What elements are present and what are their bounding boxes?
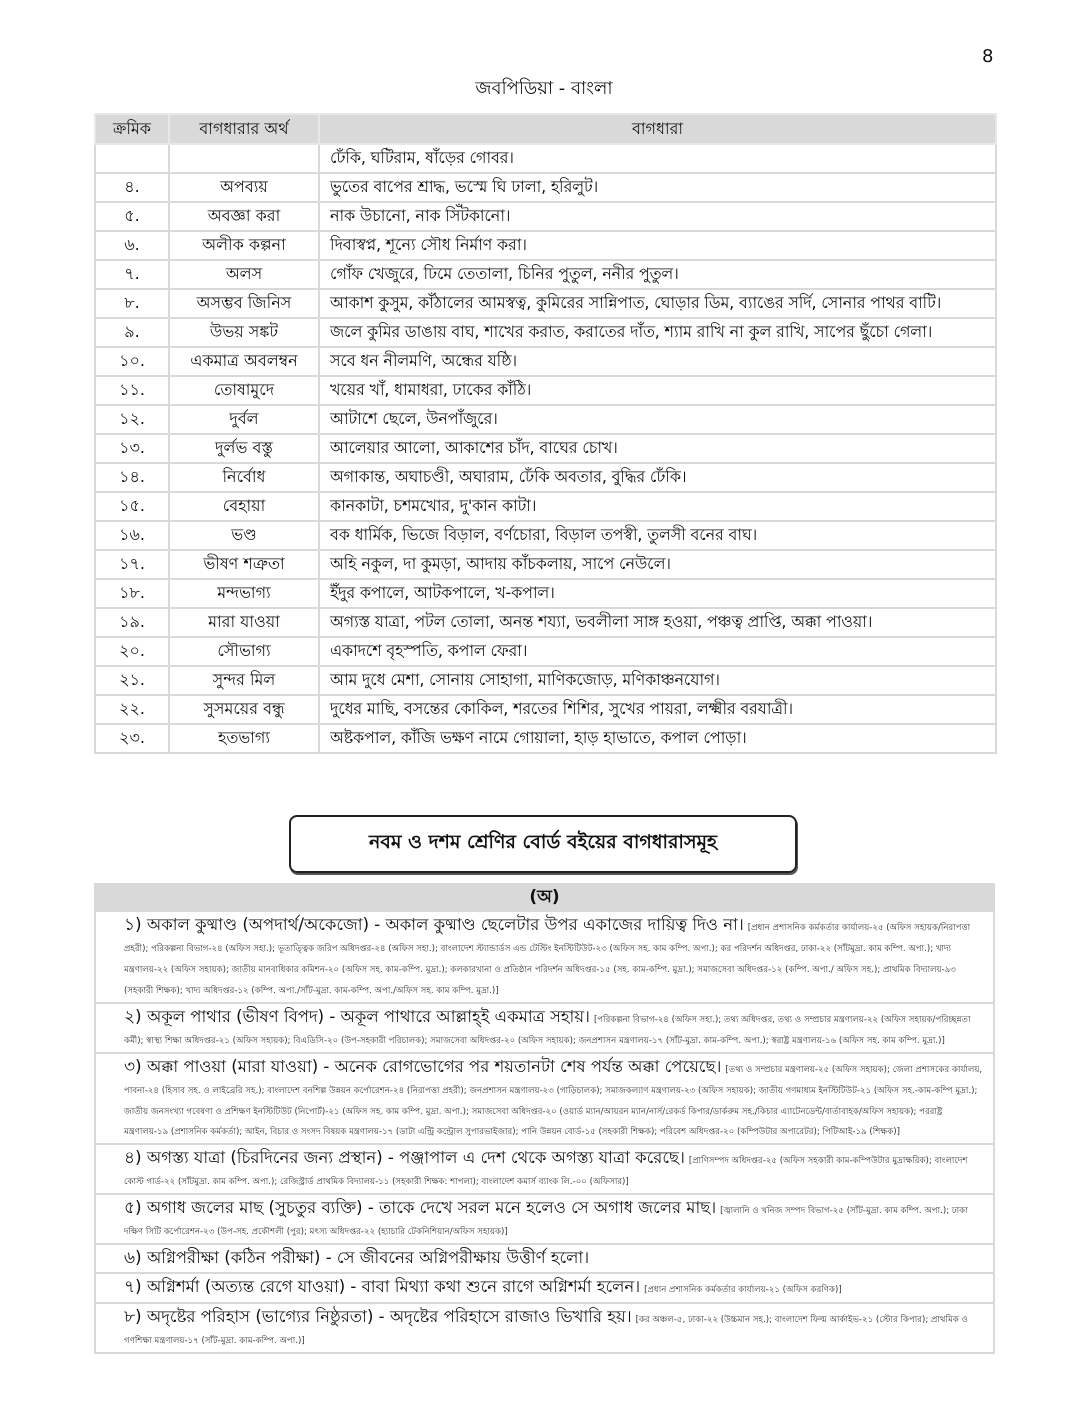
meaning-cell: ভীষণ শত্রুতা (169, 550, 319, 579)
table-row (95, 666, 996, 695)
meaning-cell: অলস (169, 260, 319, 289)
meaning-cell: ভণ্ড (169, 521, 319, 550)
idiom-cell: জলে কুমির ডাঙায় বাঘ, শাখের করাত, করাতের দাঁত, শ্যাম রাখি না কুল রাখি, সাপের ছুঁচো গেলা। (319, 318, 996, 347)
table-row (95, 231, 996, 260)
entry-text: অগস্ত্য যাত্রা (চিরদিনের জন্য প্রস্থান) - পঞ্জাপাল এ দেশ থেকে অগস্ত্য যাত্রা করেছে। (146, 1148, 685, 1167)
page-header: জবপিডিয়া - বাংলা (475, 78, 613, 99)
meaning-cell: বেহায়া (169, 492, 319, 521)
board-idioms-section (94, 883, 995, 1354)
entry-source: [কর অঞ্চল-৫, ঢাকা-২২ (উচ্চমান সহ.); বাংলাদেশ ফিল্ম আর্কাইভ-২১ (স্টোর কিপার); প্রাথমিক ও গণশিক্ষা মন্ত্রণালয়-১৭ (সাঁট-মুদ্রা. কাম-কম্পি. অপা.)] (124, 1314, 968, 1346)
entry-source: [প্রধান প্রশাসনিক কর্মকর্তার কার্যালয়-২১ (অফিস করণিক)] (644, 1285, 842, 1296)
idiom-cell: বক ধার্মিক, ভিজে বিড়াল, বর্ণচোরা, বিড়াল তপস্বী, তুলসী বনের বাঘ। (319, 521, 996, 550)
idiom-cell: আকাশ কুসুম, কাঁঠালের আমস্বত্ব, কুমিরের সান্নিপাত, ঘোড়ার ডিম, ব্যাঙের সর্দি, সোনার পাথর বাটি। (319, 289, 996, 318)
meaning-cell: তোষামুদে (169, 376, 319, 405)
section-title-box (289, 815, 797, 873)
entry-main (124, 1057, 721, 1076)
entry-main (124, 1148, 685, 1167)
serial-cell: ১৯. (95, 608, 169, 637)
serial-cell: ৬. (95, 231, 169, 260)
entry-source: [তথ্য ও সম্প্রচার মন্ত্রণালয়-২৫ (অফিস সহায়ক); জেলা প্রশাসকের কার্যালয়, পাবনা-২৪ (হিসাব সহ. ও লাইব্রেরি সহ.); বাংলাদেশ বনশিল্প উন্নয়ন কর্পোরেশন-২৪ (নিরাপত্তা প্রহরী); জনপ্রশাসন মন্ত্রণালয়-২৩ (গাড়িচালক); সমাজকল্যাণ মন্ত্রণালয়-২৩ (অফিস সহায়ক); জাতীয় গণমাধ্যম ইনস্টিটিউট-২১ (অফিস সহ.-কাম-কম্পি মুদ্রা.); জাতীয় জনসংখ্যা গবেষণা ও প্রশিক্ষণ ইনস্টিটিউট (নিপোর্ট)-২১ (অফিস সহ. কাম কম্পি. মুদ্রা. অপা.); সমাজসেবা অধিদপ্তর-২০ (ওয়ার্ড ম্যান/আয়রন ম্যান/নার্স/রেকর্ড কিপার/ডার্করুম সহ./কিচার এ্যাটেনডেন্ট/বার্তাবাহক/অফিস সহায়ক); পররাষ্ট্র মন্ত্রণালয়-১৯ (প্রশাসনিক কর্মকর্তা); আইন, বিচার ও সংসদ বিষয়ক মন্ত্রণালয়-১৭ (ডাটা এন্ট্রি কন্ট্রোল সুপারভাইজার); পানি উন্নয়ন বোর্ড-১৫ (সহকারী শিক্ষক); পরিবেশ অধিদপ্তর-২০ (কম্পিউটার অপারেটর); পিটিআই-১৯ (শিক্ষক)] (124, 1064, 983, 1138)
idiom-cell: ঢেঁকি, ঘটিরাম, ষাঁড়ের গোবর। (319, 144, 996, 173)
entry-main (124, 915, 744, 934)
idiom-cell: আটাশে ছেলে, উনপাঁজুরে। (319, 405, 996, 434)
meaning-cell: অলীক কল্পনা (169, 231, 319, 260)
serial-cell: ৭. (95, 260, 169, 289)
serial-cell (95, 144, 169, 173)
entry-text: অগ্নিশর্মা (অত্যন্ত রেগে যাওয়া) - বাবা মিথ্যা কথা শুনে রাগে অগ্নিশর্মা হলেন। (146, 1277, 641, 1297)
header-meaning: বাগধারার অর্থ (169, 114, 319, 144)
entry-text: অকূল পাথার (ভীষণ বিপদ) - অকূল পাথারে আল্লাহ্ই একমাত্র সহায়। (146, 1006, 590, 1026)
entry-number: ১) (124, 915, 142, 935)
table-header-row (95, 114, 996, 144)
entry-main (124, 1277, 640, 1296)
entry-number: ২) (124, 1006, 142, 1027)
entry-source: [জ্বালানি ও খনিজ সম্পদ বিভাগ-২৫ (সাঁট-মুদ্রা. কাম কম্পি. অপা.); ঢাকা দক্ষিণ সিটি কর্পোরেশন-২৩ (উপ-সহ. প্রকৌশলী (পুর); মৎস্য অধিদপ্তর-২২ (হ্যাচারি টেকনিশিয়ান/অফিস সহায়ক)] (124, 1206, 968, 1238)
entry-text: অদৃষ্টের পরিহাস (ভাগ্যের নিষ্ঠুরতা) - অদৃষ্টের পরিহাসে রাজাও ভিখারি হয়। (146, 1306, 632, 1326)
table-row (95, 405, 996, 434)
header-serial: ক্রমিক (95, 114, 169, 144)
serial-cell: ১০. (95, 347, 169, 376)
entry-source: [পরিকল্পনা বিভাগ-২৪ (অফিস সহা.); তথ্য অধিদপ্তর, তথ্য ও সম্প্রচার মন্ত্রণালয়-২২ (অফিস সহায়ক/পরিচ্ছন্নতা কর্মী); স্বাস্থ্য শিক্ষা অধিদপ্তর-২১ (অফিস সহায়ক); বিএডিসি-২০ (উপ-সহকারী পরিচালক); সমাজসেবা অধিদপ্তর-২০ (অফিস সহায়ক); জনপ্রশাসন মন্ত্রণালয়-১৭ (সাঁট-মুদ্রা. কাম-কম্পি. অপা.); স্বরাষ্ট্র মন্ত্রণালয়-১৬ (অফিস সহ. কাম কম্পি. মুদ্রা.)] (124, 1014, 971, 1046)
table-row (95, 318, 996, 347)
meaning-cell: হতভাগ্য (169, 724, 319, 753)
idiom-entry (94, 1304, 995, 1354)
entry-source: [প্রধান প্রশাসনিক কর্মকর্তার কার্যালয়-২৫ (অফিস সহায়ক/নিরাপত্তা প্রহরী); পরিকল্পনা বিভাগ-২৪ (অফিস সহা.); ভূতাত্ত্বিক জরিপ অধিদপ্তর-২৪ (অফিস সহা.); বাংলাদেশ স্ট্যান্ডার্ডস এন্ড টেস্টিং ইনস্টিটিউট-২৩ (অফিস সহ. কাম কম্পি. অপা.); কর পরিদর্শন অধিদপ্তর, ঢাকা-২২ (সাঁটমুদ্রা. কাম কম্পি. অপা.); খাদ্য মন্ত্রণালয়-২২ (অফিস সহায়ক); জাতীয় মানবাধিকার কমিশন-২০ (অফিস সহ. কাম-কম্পি. মুদ্রা.); কলকারখানা ও প্রতিষ্ঠান পরিদর্শন অধিদপ্তর-১৫ (সহ. কাম-কম্পি. মুদ্রা.); সমাজসেবা অধিদপ্তর-১২ (কম্পি. অপা./ অফিস সহ.); প্রাথমিক বিদ্যালয়-৯৩ (সহকারী শিক্ষক); খাদ্য অধিদপ্তর-১২ (কম্পি. অপা./সাঁট-মুদ্রা. কাম-কম্পি. অপা./অফিস সহ. কাম কম্পি. মুদ্রা.)] (124, 923, 971, 996)
idiom-cell: খয়ের খাঁ, ধামাধরা, ঢাকের কাঁঠি। (319, 376, 996, 405)
idiom-cell: গোঁফ খেজুরে, ঢিমে তেতালা, চিনির পুতুল, ননীর পুতুল। (319, 260, 996, 289)
meaning-cell: অপব্যয় (169, 173, 319, 202)
meaning-cell: একমাত্র অবলম্বন (169, 347, 319, 376)
idioms-table (94, 113, 997, 754)
entry-source: [প্রাণিসম্পদ অধিদপ্তর-২৫ (অফিস সহকারী কাম-কম্পিউটার মুদ্রাক্ষরিক); বাংলাদেশ কোস্ট গার্ড-২২ (সাঁটমুদ্রা. কাম কম্পি. অপা.); রেজিস্ট্রার্ড প্রাথমিক বিদ্যালয়-১১ (সহকারী শিক্ষক: শাপলা); বাংলাদেশ কমার্স ব্যাংক লি.-০০ (অফিসার)] (124, 1156, 968, 1188)
table-row (95, 260, 996, 289)
serial-cell: ১৭. (95, 550, 169, 579)
table-row (95, 695, 996, 724)
entry-number: ৮) (124, 1306, 142, 1327)
table-body (95, 144, 996, 753)
table-row (95, 463, 996, 492)
serial-cell: ৮. (95, 289, 169, 318)
table-row (95, 202, 996, 231)
idiom-cell: দুধের মাছি, বসন্তের কোকিল, শরতের শিশির, সুখের পায়রা, লক্ষ্মীর বরযাত্রী। (319, 695, 996, 724)
serial-cell: ১৫. (95, 492, 169, 521)
meaning-cell: দুর্লভ বস্তু (169, 434, 319, 463)
serial-cell: ৯. (95, 318, 169, 347)
idiom-cell: কানকাটা, চশমখোর, দু'কান কাটা। (319, 492, 996, 521)
serial-cell: ১৮. (95, 579, 169, 608)
idiom-cell: অহি নকুল, দা কুমড়া, আদায় কাঁচকলায়, সাপে নেউলে। (319, 550, 996, 579)
serial-cell: ২১. (95, 666, 169, 695)
serial-cell: ২০. (95, 637, 169, 666)
table-row (95, 521, 996, 550)
entry-main (124, 1198, 716, 1217)
table-row (95, 347, 996, 376)
meaning-cell: অসম্ভব জিনিস (169, 289, 319, 318)
idiom-cell: আলেয়ার আলো, আকাশের চাঁদ, বাঘের চোখ। (319, 434, 996, 463)
meaning-cell: নির্বোধ (169, 463, 319, 492)
entry-number: ৬) (124, 1248, 142, 1268)
entry-number: ৪) (124, 1148, 142, 1168)
idiom-cell: একাদশে বৃহস্পতি, কপাল ফেরা। (319, 637, 996, 666)
serial-cell: ১৪. (95, 463, 169, 492)
meaning-cell: সুসময়ের বন্ধু (169, 695, 319, 724)
entries-list (94, 912, 995, 1354)
table-row (95, 434, 996, 463)
idiom-entry (94, 1245, 995, 1274)
entry-main (124, 1248, 589, 1267)
serial-cell: ১১. (95, 376, 169, 405)
idiom-entry (94, 912, 995, 1004)
table-row (95, 289, 996, 318)
entry-number: ৩) (124, 1056, 142, 1077)
idiom-cell: আম দুধে মেশা, সোনায় সোহাগা, মাণিকজোড়, মণিকাঞ্চনযোগ। (319, 666, 996, 695)
idiom-entry (94, 1274, 995, 1303)
section-title: নবম ও দশম শ্রেণির বোর্ড বইয়ের বাগধারাসমূহ (368, 831, 718, 853)
idiom-entry (94, 1054, 995, 1146)
header-idiom: বাগধারা (319, 114, 996, 144)
serial-cell: ২২. (95, 695, 169, 724)
idiom-cell: দিবাস্বপ্ন, শূন্যে সৌধ নির্মাণ করা। (319, 231, 996, 260)
idiom-entry (94, 1195, 995, 1245)
entry-text: অক্কা পাওয়া (মারা যাওয়া) - অনেক রোগভোগের পর শয়তানটা শেষ পর্যন্ত অক্কা পেয়েছে। (146, 1056, 722, 1076)
table-row (95, 637, 996, 666)
idiom-cell: অগাকান্ত, অঘাচণ্ডী, অঘারাম, ঢেঁকি অবতার, বুদ্ধির ঢেঁকি। (319, 463, 996, 492)
table-row (95, 376, 996, 405)
meaning-cell: মন্দভাগ্য (169, 579, 319, 608)
serial-cell: ১২. (95, 405, 169, 434)
idiom-entry (94, 1004, 995, 1054)
letter-heading: (অ) (94, 883, 995, 912)
serial-cell: ৪. (95, 173, 169, 202)
serial-cell: ১৩. (95, 434, 169, 463)
meaning-cell: মারা যাওয়া (169, 608, 319, 637)
idiom-cell: ইঁদুর কপালে, আটকপালে, খ-কপাল। (319, 579, 996, 608)
meaning-cell: দুর্বল (169, 405, 319, 434)
table-row (95, 579, 996, 608)
serial-cell: ২৩. (95, 724, 169, 753)
entry-number: ৫) (124, 1198, 142, 1218)
serial-cell: ৫. (95, 202, 169, 231)
idiom-cell: সবে ধন নীলমণি, অন্ধের যষ্ঠি। (319, 347, 996, 376)
idiom-entry (94, 1145, 995, 1195)
table-row (95, 173, 996, 202)
meaning-cell (169, 144, 319, 173)
serial-cell: ১৬. (95, 521, 169, 550)
idiom-cell: নাক উচানো, নাক সিঁটকানো। (319, 202, 996, 231)
meaning-cell: অবজ্ঞা করা (169, 202, 319, 231)
idiom-cell: ভুতের বাপের শ্রাদ্ধ, ভস্মে ঘি ঢালা, হরিলুট। (319, 173, 996, 202)
entry-text: অগ্নিপরীক্ষা (কঠিন পরীক্ষা) - সে জীবনের অগ্নিপরীক্ষায় উত্তীর্ণ হলো। (146, 1248, 590, 1267)
page-number: 8 (982, 46, 994, 67)
entry-text: অগাধ জলের মাছ (সুচতুর ব্যক্তি) - তাকে দেখে সরল মনে হলেও সে অগাধ জলের মাছ। (146, 1198, 717, 1217)
table-row (95, 492, 996, 521)
entry-main (124, 1007, 590, 1026)
meaning-cell: সৌভাগ্য (169, 637, 319, 666)
table-row (95, 724, 996, 753)
table-row (95, 550, 996, 579)
table-row (95, 144, 996, 173)
table-row (95, 608, 996, 637)
meaning-cell: সুন্দর মিল (169, 666, 319, 695)
entry-number: ৭) (124, 1277, 142, 1298)
entry-text: অকাল কুষ্মাণ্ড (অপদার্থ/অকেজো) - অকাল কুষ্মাণ্ড ছেলেটার উপর একাজের দায়িত্ব দিও না। (146, 915, 744, 934)
idiom-cell: অষ্টকপাল, কাঁজি ভক্ষণ নামে গোয়ালা, হাড় হাভাতে, কপাল পোড়া। (319, 724, 996, 753)
meaning-cell: উভয় সঙ্কট (169, 318, 319, 347)
entry-main (124, 1307, 632, 1326)
idiom-cell: অগ্যস্ত যাত্রা, পটল তোলা, অনন্ত শয্যা, ভবলীলা সাঙ্গ হওয়া, পঞ্চত্ব প্রাপ্তি, অক্কা পাওয়া। (319, 608, 996, 637)
